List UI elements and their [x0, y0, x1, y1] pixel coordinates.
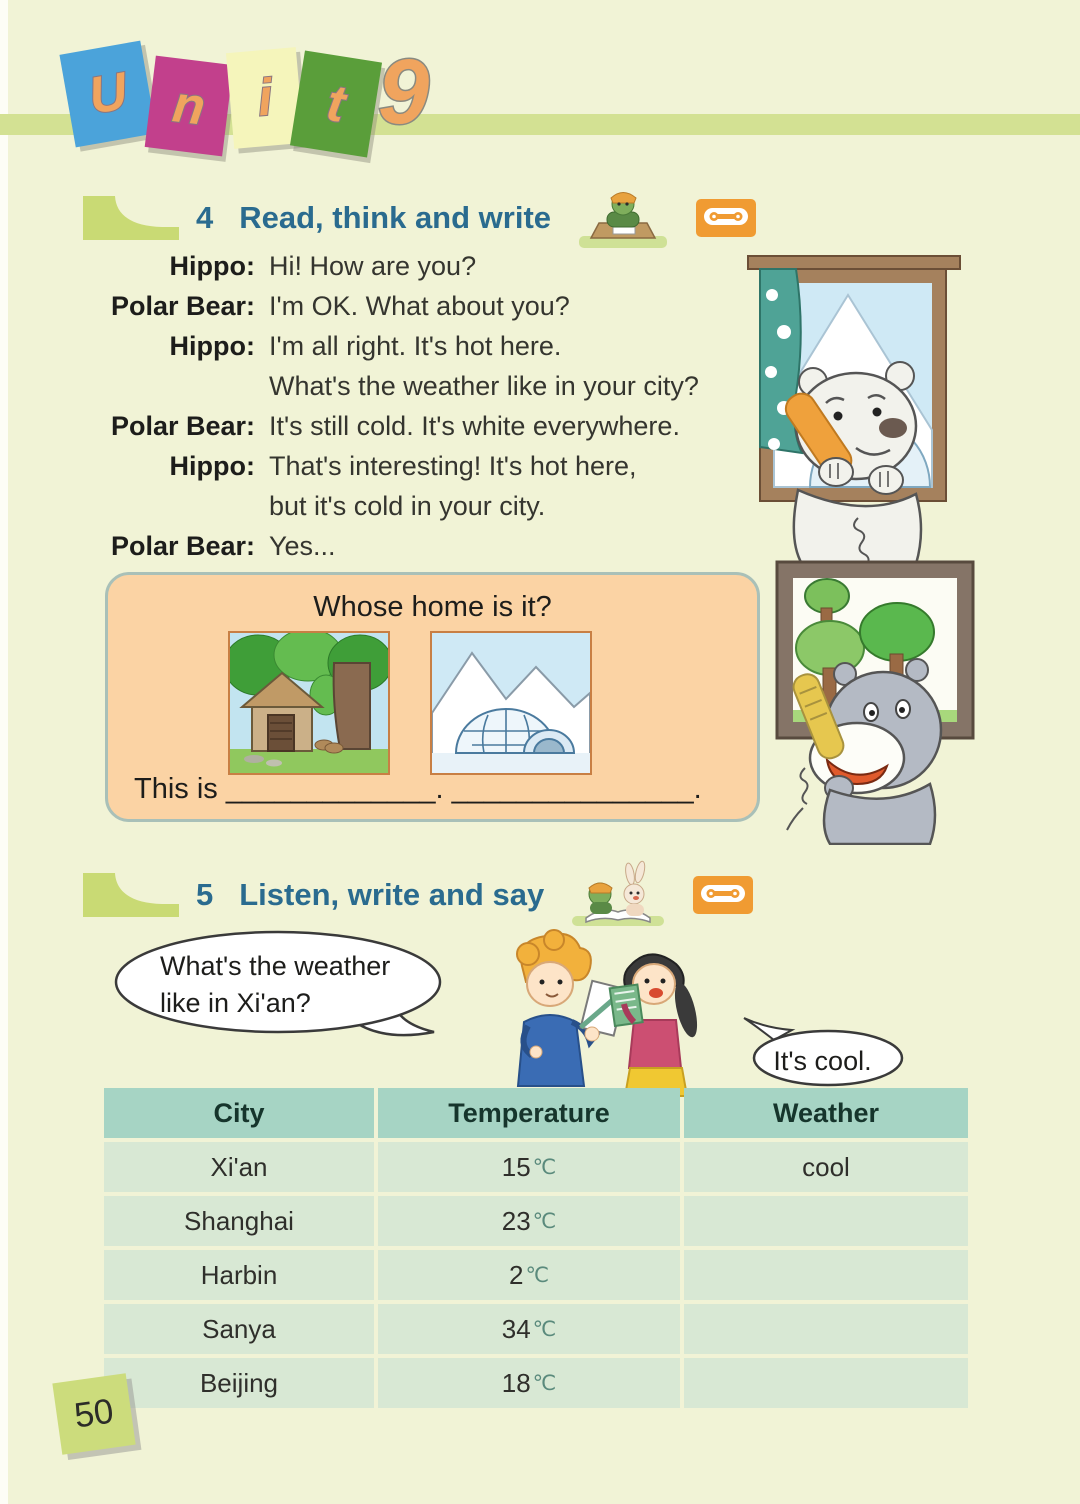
degree-symbol: ℃ [532, 1209, 557, 1233]
degree-symbol: ℃ [532, 1317, 557, 1341]
section5-title: Listen, write and say [239, 877, 545, 912]
temp-value: 15 [501, 1151, 531, 1182]
dialogue-line [97, 486, 757, 526]
weather-cell[interactable] [684, 1196, 968, 1246]
weather-cell[interactable]: cool [684, 1142, 968, 1192]
unit-letter: n [169, 75, 209, 137]
page-number-tab [52, 1373, 135, 1455]
speaker-label: Polar Bear: [110, 410, 255, 441]
city-cell: Sanya [104, 1304, 374, 1354]
temperature-cell [378, 1250, 680, 1300]
fill-in-sentence [134, 773, 702, 806]
answer-speech-bubble [740, 1014, 905, 1088]
dialogue-text: I'm OK. What about you? [269, 290, 570, 321]
temp-value: 23 [501, 1205, 531, 1236]
degree-symbol: ℃ [532, 1155, 557, 1179]
degree-symbol: ℃ [532, 1371, 557, 1395]
question-line-1: What's the weather [160, 951, 391, 981]
section-corner-icon [82, 871, 180, 919]
speaker-label: Polar Bear: [110, 530, 255, 561]
temp-value: 18 [501, 1367, 531, 1398]
answer-blank-1[interactable]: _____________. [225, 773, 444, 805]
dialogue-line [97, 246, 757, 286]
section4-number: 4 [196, 200, 214, 235]
section4-header [82, 186, 757, 250]
polar-bear-phone-illustration [738, 240, 988, 570]
city-cell: Shanghai [104, 1196, 374, 1246]
temperature-cell [378, 1142, 680, 1192]
cassette-tape-icon [695, 196, 757, 240]
city-cell: Xi'an [104, 1142, 374, 1192]
dialogue-line [97, 406, 757, 446]
speaker-label: Hippo: [169, 250, 255, 281]
dialogue-text: Hi! How are you? [269, 250, 477, 281]
dialogue-text: It's still cold. It's white everywhere. [269, 410, 680, 441]
temp-value: 2 [508, 1259, 524, 1290]
speaker-label: Hippo: [169, 330, 255, 361]
activity-title: Whose home is it? [313, 591, 552, 623]
section5-number: 5 [196, 877, 214, 912]
weather-cell[interactable] [684, 1304, 968, 1354]
degree-symbol: ℃ [525, 1263, 550, 1287]
temperature-cell [378, 1358, 680, 1408]
weather-cell[interactable] [684, 1250, 968, 1300]
question-speech-bubble [112, 928, 452, 1050]
boy-and-girl-illustration [462, 926, 717, 1106]
temperature-cell [378, 1196, 680, 1246]
unit-number: 9 [378, 41, 430, 143]
column-header-city: City [104, 1088, 374, 1138]
turtle-and-rabbit-reading-icon [570, 860, 666, 930]
unit-tile-magenta [145, 56, 234, 157]
dialogue-text: I'm all right. It's hot here. [269, 330, 562, 361]
question-text [160, 948, 390, 1022]
hippo-phone-illustration [775, 560, 985, 845]
dialogue-block [97, 246, 757, 566]
cassette-tape-icon [692, 873, 754, 917]
speaker-label: Hippo: [169, 450, 255, 481]
question-line-2: like in Xi'an? [160, 988, 311, 1018]
temperature-cell [378, 1304, 680, 1354]
speaker-label: Polar Bear: [110, 290, 255, 321]
prompt-text: This is [134, 773, 218, 805]
unit-letter: U [84, 62, 132, 126]
weather-table [104, 1088, 968, 1408]
temp-value: 34 [501, 1313, 531, 1344]
answer-text: It's cool. [773, 1046, 872, 1076]
dialogue-text: That's interesting! It's hot here, [269, 450, 637, 481]
dialogue-line [97, 326, 757, 366]
column-header-temperature: Temperature [378, 1088, 680, 1138]
forest-hut-picture [228, 631, 390, 775]
unit-letter: i [255, 68, 275, 128]
city-cell: Beijing [104, 1358, 374, 1408]
turtle-writing-at-desk-icon [577, 186, 669, 250]
answer-blank-2[interactable]: _______________. [451, 773, 702, 805]
dialogue-line [97, 366, 757, 406]
weather-cell[interactable] [684, 1358, 968, 1408]
dialogue-text: What's the weather like in your city? [269, 370, 699, 401]
dialogue-line [97, 286, 757, 326]
page-number: 50 [71, 1391, 116, 1436]
section5-header [82, 860, 754, 930]
unit-tile-green [290, 50, 382, 157]
dialogue-text: but it's cold in your city. [269, 490, 546, 521]
section4-title: Read, think and write [239, 200, 552, 235]
unit-tile-blue [59, 41, 156, 148]
dialogue-text: Yes... [269, 530, 336, 561]
city-cell: Harbin [104, 1250, 374, 1300]
dialogue-line [97, 446, 757, 486]
dialogue-line [97, 526, 757, 566]
igloo-picture [430, 631, 592, 775]
column-header-weather: Weather [684, 1088, 968, 1138]
section-corner-icon [82, 194, 180, 242]
whose-home-activity-box [105, 572, 760, 822]
unit-letter: t [322, 74, 350, 134]
